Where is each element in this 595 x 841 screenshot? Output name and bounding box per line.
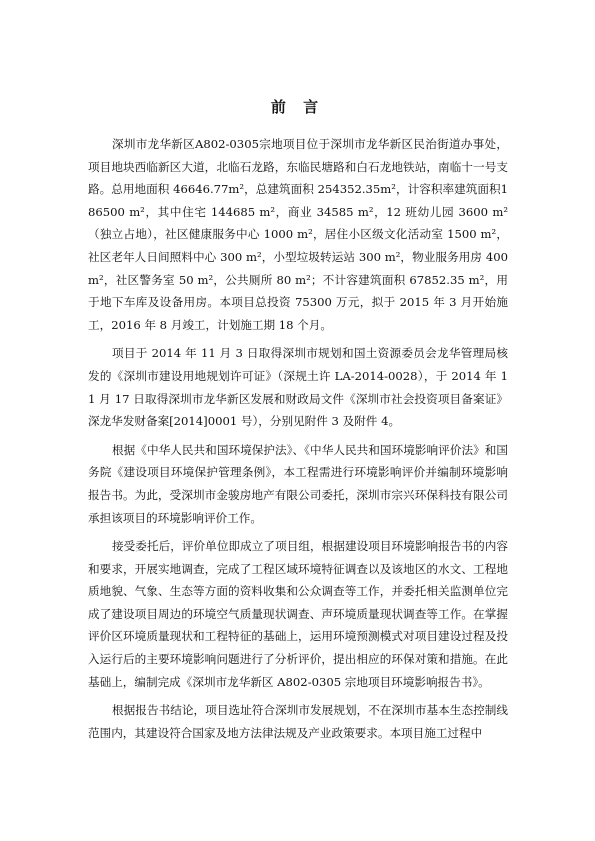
paragraph-conclusion: 根据报告书结论，项目选址符合深圳市发展规划，不在深圳市基本生态控制线范围内，其建设符合国家及地方法律法规及产业政策要求。本项目施工过程中 [88, 703, 508, 740]
paragraph-permits: 项目于 2014 年 11 月 3 日取得深圳市规划和国土资源委员会龙华管理局核发的《深圳市建设用地规划许可证》（深规土许 LA-2014-0028），于 2014 年 11 月 17 日取得深圳市龙华新区发展和财政局文件《深圳市社会投资项目备案证》深龙华发财备案[2014]0001 号），分别见附件 3 及附件 4。 [88, 346, 508, 429]
paragraph-assessment-process: 接受委托后，评价单位即成立了项目组，根据建设项目环境影响报告书的内容和要求，开展实地调查，完成了工程区域环境特征调查以及该地区的水文、工程地质地貌、气象、生态等方面的资料收集和公众调查等工作，并委托相关监测单位完成了建设项目周边的环境空气质量现状调查、声环境质量现状调查等工作。在掌握评价区环境质量现状和工程特征的基础上，运用环境预测模式对项目建设过程及投入运行后的主要环境影响问题进行了分析评价，提出相应的环保对策和措施。在此基础上，编制完成《深圳市龙华新区 A802-0305 宗地项目环境影响报告书》。 [88, 539, 508, 689]
paragraph-project-overview: 深圳市龙华新区A802-0305宗地项目位于深圳市龙华新区民治街道办事处，项目地块西临新区大道，北临石龙路，东临民塘路和白石龙地铁站，南临十一号支路。总用地面积 46646.77m²，总建筑面积 254352.35m²，计容积率建筑面积186500 m²，其中住宅 144685 m²，商业 34585 m²，12 班幼儿园 3600 m²（独立占地），社区健康服务中心 1000 m²，居住小区级文化活动室 1500 m²，社区老年人日间照料中心 300 m²，小型垃圾转运站 300 m²，物业服务用房 400 m²，社区警务室 50 m²，公共厕所 80 m²；不计容建筑面积 67852.35 m²，用于地下车库及设备用房。本项目总投资 75300 万元，拟于 2015 年 3 月开始施工，2016 年 8 月竣工，计划施工期 18 个月。 [88, 137, 508, 332]
paragraph-legal-basis: 根据《中华人民共和国环境保护法》、《中华人民共和国环境影响评价法》和国务院《建设项目环境保护管理条例》，本工程需进行环境影响评价并编制环境影响报告书。为此，受深圳市金骏房地产有限公司委托，深圳市宗兴环保科技有限公司承担该项目的环境影响评价工作。 [88, 442, 508, 525]
document-body [88, 133, 508, 750]
page-title: 前 言 [270, 98, 325, 116]
